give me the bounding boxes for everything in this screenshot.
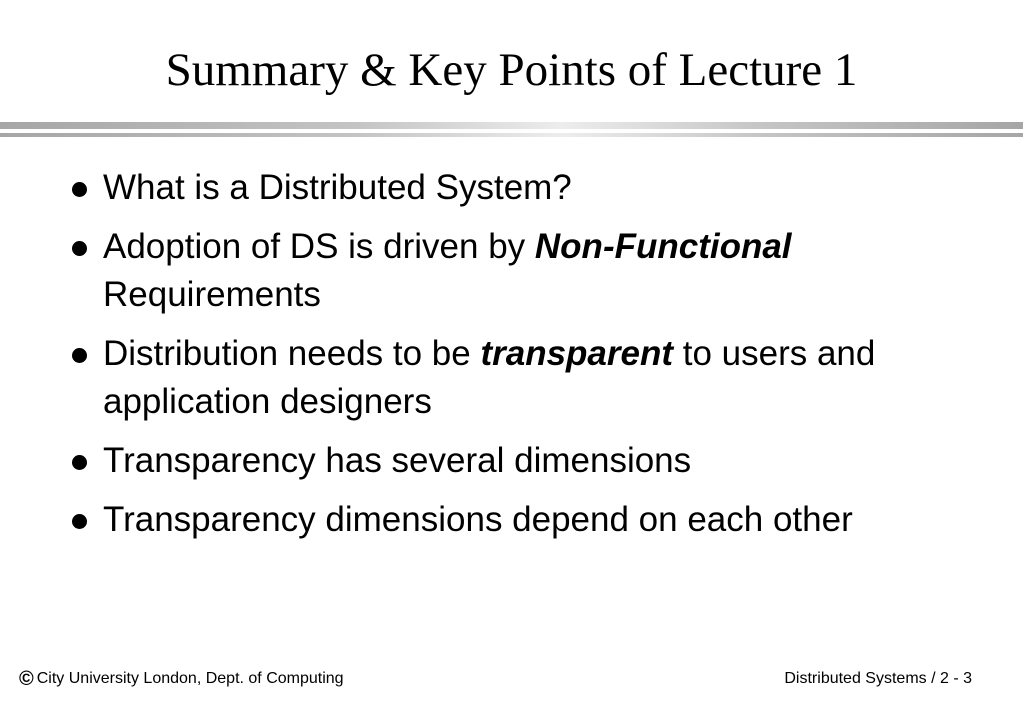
bullet-text-after: to users and application designers bbox=[103, 334, 876, 421]
title-rule-bottom bbox=[0, 133, 1023, 137]
bullet-dot-icon bbox=[72, 455, 87, 470]
bullet-item bbox=[72, 437, 952, 485]
footer-left-text: City University London, Dept. of Computing bbox=[36, 670, 344, 687]
slide-title: Summary & Key Points of Lecture 1 bbox=[165, 44, 858, 96]
bullet-item bbox=[72, 164, 952, 212]
bullet-text: What is a Distributed System? bbox=[103, 168, 572, 207]
bullet-text: Transparency has several dimensions bbox=[103, 441, 692, 480]
bullet-text-after: Requirements bbox=[103, 275, 321, 314]
bullet-dot-icon bbox=[72, 514, 87, 529]
copyright-icon: © bbox=[19, 668, 34, 690]
footer-page-info: Distributed Systems / 2 - 3 bbox=[784, 670, 972, 687]
footer-copyright bbox=[19, 668, 344, 690]
title-rule-top bbox=[0, 122, 1023, 129]
bullet-dot-icon bbox=[72, 348, 87, 363]
bullet-dot-icon bbox=[72, 241, 87, 256]
bullet-item bbox=[72, 223, 952, 319]
bullet-item bbox=[72, 496, 952, 544]
bullet-emphasis: transparent bbox=[480, 334, 674, 373]
bullet-item bbox=[72, 330, 952, 426]
bullet-emphasis: Non-Functional bbox=[534, 227, 792, 266]
bullet-text-before: Distribution needs to be bbox=[103, 334, 481, 373]
bullet-text: Transparency dimensions depend on each other bbox=[103, 500, 853, 539]
bullet-list bbox=[72, 164, 952, 555]
bullet-text-before: Adoption of DS is driven by bbox=[103, 227, 535, 266]
bullet-dot-icon bbox=[72, 182, 87, 197]
